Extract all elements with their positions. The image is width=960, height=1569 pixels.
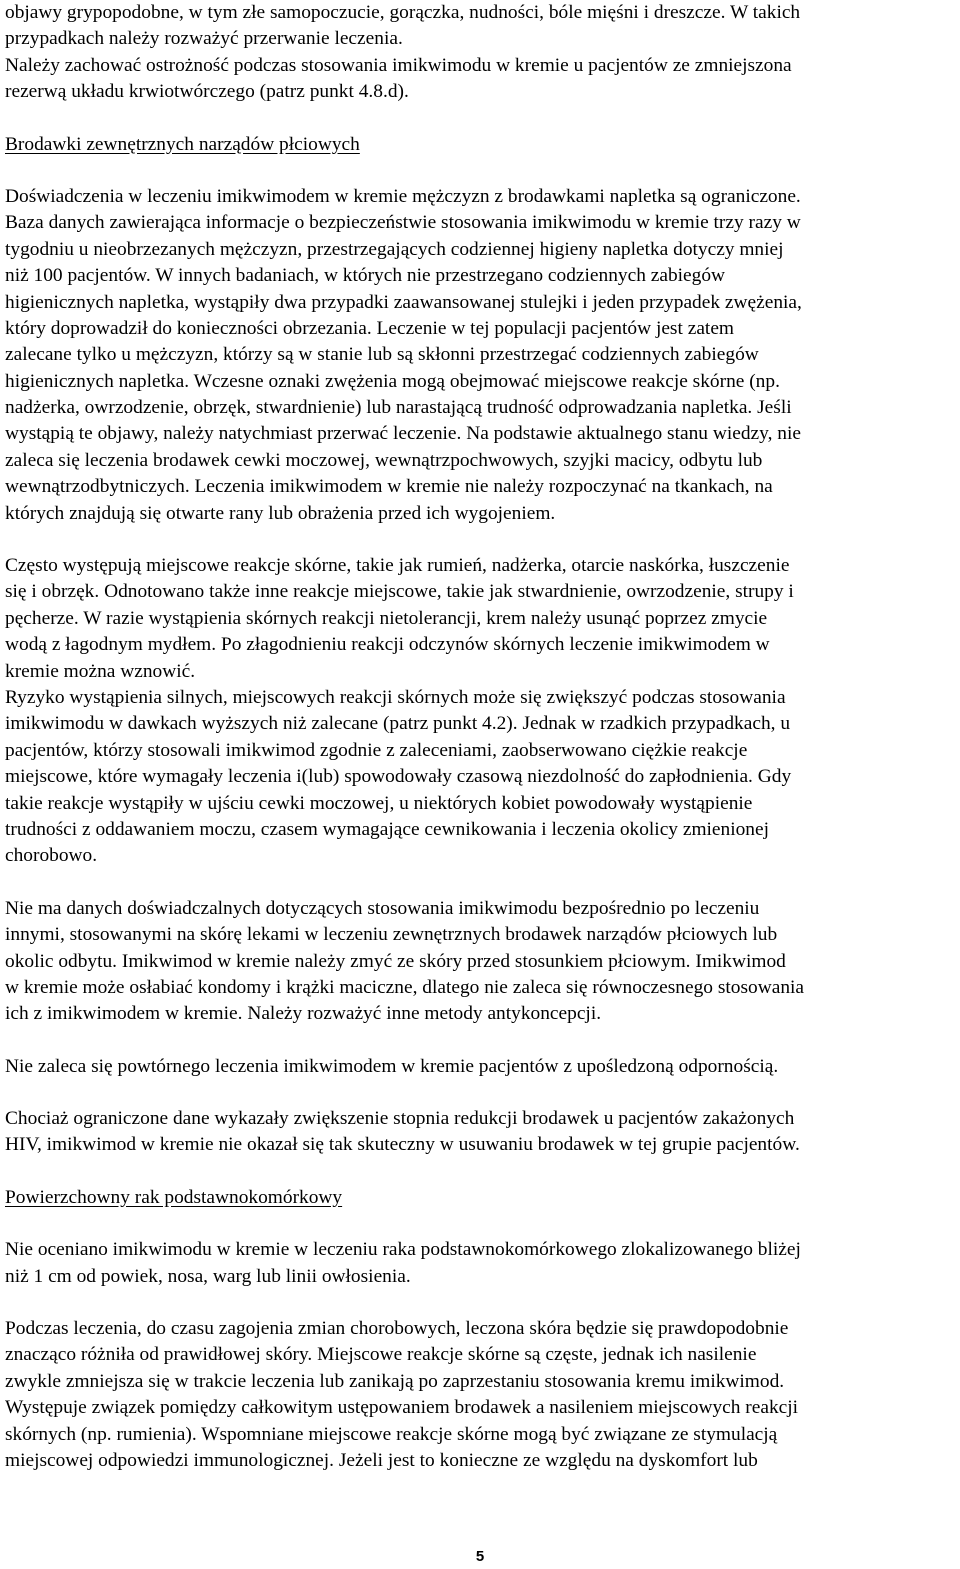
text-line: zwykle zmniejsza się w trakcie leczenia lub zanikają po zaprzestaniu stosowania kremu imikwimod. (5, 1370, 785, 1392)
page-number: 5 (475, 1548, 485, 1565)
text-line: higienicznych napletka. Wczesne oznaki zwężenia mogą obejmować miejscowe reakcje skórne (np. (5, 370, 780, 392)
immunocompromised-paragraph (5, 1054, 953, 1080)
spacer (5, 1080, 953, 1106)
text-line: się i obrzęk. Odnotowano także inne reakcje miejscowe, takie jak stwardnienie, owrzodzenie, strupy i (5, 581, 794, 603)
text-line: HIV, imikwimod w kremie nie okazał się tak skuteczny w usuwaniu brodawek w tej grupie pacjentów. (5, 1134, 800, 1156)
text-line: wodą z łagodnym mydłem. Po złagodnieniu reakcji odczynów skórnych leczenie imikwimodem w (5, 634, 770, 656)
text-line: pacjentów, którzy stosowali imikwimod zgodnie z zaleceniami, zaobserwowano ciężkie reakcje (5, 739, 748, 761)
text-line: Występuje związek pomiędzy całkowitym ustępowaniem brodawek a nasileniem miejscowych reakcji (5, 1397, 799, 1419)
spacer (5, 1028, 953, 1054)
text-line: w kremie może osłabiać kondomy i krążki maciczne, dlatego nie zaleca się równoczesnego stosowania (5, 976, 805, 998)
text-line: Podczas leczenia, do czasu zagojenia zmian chorobowych, leczona skóra będzie się prawdopodobnie (5, 1318, 789, 1340)
text-line: trudności z oddawaniem moczu, czasem wymagające cewnikowania i leczenia okolicy zmienionej (5, 818, 769, 840)
bcc-location-paragraph (5, 1237, 953, 1290)
text-line: który doprowadził do konieczności obrzezania. Leczenie w tej populacji pacjentów jest zatem (5, 317, 735, 339)
spacer (5, 1290, 953, 1316)
genital-warts-paragraph (5, 184, 953, 527)
text-line: ich z imikwimodem w kremie. Należy rozważyć inne metody antykoncepcji. (5, 1003, 602, 1025)
spacer (5, 527, 953, 553)
text-line: pęcherze. W razie wystąpienia skórnych reakcji nietolerancji, krem należy usunąć poprzez zmycie (5, 607, 768, 629)
hiv-paragraph (5, 1106, 953, 1159)
text-line: Ryzyko wystąpienia silnych, miejscowych reakcji skórnych może się zwiększyć podczas stosowania (5, 686, 786, 708)
text-line: higienicznych napletka, wystąpiły dwa przypadki zaawansowanej stulejki i jeden przypadek zwężenia, (5, 291, 802, 313)
text-line: rezerwą układu krwiotwórczego (patrz punkt 4.8.d). (5, 81, 409, 103)
text-line: niż 100 pacjentów. W innych badaniach, w których nie przestrzegano codziennych zabiegów (5, 265, 726, 287)
section-heading: Brodawki zewnętrznych narządów płciowych (5, 133, 360, 155)
intro-paragraph (5, 0, 953, 106)
text-line: Należy zachować ostrożność podczas stosowania imikwimodu w kremie u pacjentów ze zmniejszona (5, 54, 792, 76)
spacer (5, 1211, 953, 1237)
text-line: miejscowej odpowiedzi immunologicznej. Jeżeli jest to konieczne ze względu na dyskomfort lub (5, 1449, 758, 1471)
text-line: Baza danych zawierająca informacje o bezpieczeństwie stosowania imikwimodu w kremie trzy razy w (5, 212, 801, 234)
text-line: kremie można wznowić. (5, 660, 196, 682)
section-heading-bcc (5, 1185, 953, 1211)
text-line: niż 1 cm od powiek, nosa, warg lub linii owłosienia. (5, 1265, 411, 1287)
text-line: Nie zaleca się powtórnego leczenia imikwimodem w kremie pacjentów z upośledzoną odpornością. (5, 1055, 779, 1077)
text-line: których znajdują się otwarte rany lub obrażenia przed ich wygojeniem. (5, 502, 556, 524)
text-line: okolic odbytu. Imikwimod w kremie należy zmyć ze skóry przed stosunkiem płciowym. Imikwimod (5, 950, 786, 972)
text-line: Nie oceniano imikwimodu w kremie w leczeniu raka podstawnokomórkowego zlokalizowanego bliżej (5, 1239, 801, 1261)
spacer (5, 158, 953, 184)
contraception-paragraph (5, 896, 953, 1028)
text-line: przypadkach należy rozważyć przerwanie leczenia. (5, 28, 403, 50)
section-heading: Powierzchowny rak podstawnokomórkowy (5, 1186, 343, 1208)
section-heading-genital-warts (5, 132, 953, 158)
text-line: wewnątrzodbytniczych. Leczenia imikwimodem w kremie nie należy rozpoczynać na tkankach, na (5, 476, 773, 498)
text-line: takie reakcje wystąpiły w ujściu cewki moczowej, u niektórych kobiet powodowały wystąpienie (5, 792, 753, 814)
text-line: innymi, stosowanymi na skórę lekami w leczeniu zewnętrznych brodawek narządów płciowych lub (5, 924, 778, 946)
spacer (5, 870, 953, 896)
text-line: zalecane tylko u mężczyzn, którzy są w stanie lub są skłonni przestrzegać codziennych zabiegów (5, 344, 759, 366)
text-line: Nie ma danych doświadczalnych dotyczących stosowania imikwimodu bezpośrednio po leczeniu (5, 897, 760, 919)
text-line: Często występują miejscowe reakcje skórne, takie jak rumień, nadżerka, otarcie naskórka, łuszczenie (5, 555, 790, 577)
text-line: imikwimodu w dawkach wyższych niż zalecane (patrz punkt 4.2). Jednak w rzadkich przypadkach, u (5, 713, 791, 735)
text-line: zaleca się leczenia brodawek cewki moczowej, wewnątrzpochwowych, szyjki macicy, odbytu lub (5, 449, 763, 471)
spacer (5, 106, 953, 132)
spacer (5, 1159, 953, 1185)
text-line: wystąpią te objawy, należy natychmiast przerwać leczenie. Na podstawie aktualnego stanu wiedzy, nie (5, 423, 801, 445)
text-line: Doświadczenia w leczeniu imikwimodem w kremie mężczyzn z brodawkami napletka są ograniczone. (5, 185, 801, 207)
document-page (5, 0, 953, 1474)
text-line: tygodniu u nieobrzezanych mężczyzn, przestrzegających codziennej higieny napletka dotyczy mniej (5, 238, 784, 260)
bcc-treatment-paragraph (5, 1316, 953, 1474)
text-line: znacząco różniła od prawidłowej skóry. Miejscowe reakcje skórne są częste, jednak ich nasilenie (5, 1344, 757, 1366)
text-line: skórnych (np. rumienia). Wspomniane miejscowe reakcje skórne mogą być związane ze stymulacją (5, 1423, 778, 1445)
text-line: miejscowe, które wymagały leczenia i(lub) spowodowały czasową niezdolność do zapłodnienia. Gdy (5, 766, 792, 788)
text-line: Chociaż ograniczone dane wykazały zwiększenie stopnia redukcji brodawek u pacjentów zakażonych (5, 1108, 795, 1130)
skin-reactions-paragraph (5, 553, 953, 870)
text-line: objawy grypopodobne, w tym złe samopoczucie, gorączka, nudności, bóle mięśni i dreszcze. W takich (5, 2, 801, 23)
text-line: nadżerka, owrzodzenie, obrzęk, stwardnienie) lub narastającą trudność odprowadzania napletka. Jeśli (5, 397, 792, 419)
text-line: chorobowo. (5, 845, 98, 867)
